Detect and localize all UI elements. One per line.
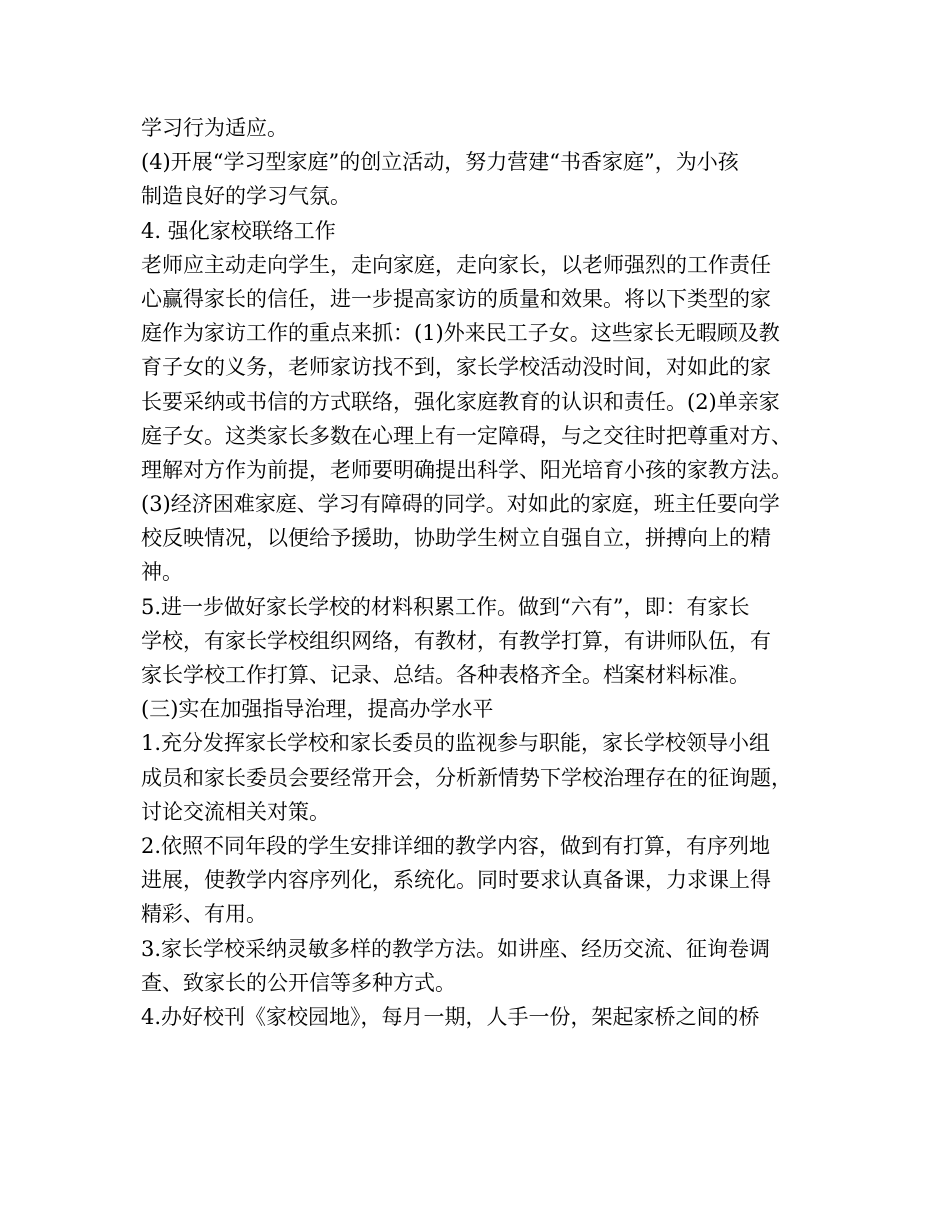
text-line: 进展，使教学内容序列化，系统化。同时要求认真备课，力求课上得: [141, 868, 771, 893]
text-line: 长要采纳或书信的方式联络，强化家庭教育的认识和责任。(2)单亲家: [141, 389, 780, 414]
text-line: 制造良好的学习气氛。: [141, 184, 351, 209]
text-line: 3.家长学校采纳灵敏多样的教学方法。如讲座、经历交流、征询卷调: [141, 936, 771, 961]
text-line: 学习行为适应。: [141, 116, 288, 140]
text-line: 1.充分发挥家长学校和家长委员的监视参与职能，家长学校领导小组: [141, 731, 771, 756]
text-line: 老师应主动走向学生，走向家庭，走向家长，以老师强烈的工作责任: [141, 252, 771, 277]
text-line: 神。: [141, 560, 183, 585]
text-line: 庭子女。这类家长多数在心理上有一定障碍，与之交往时把尊重对方、: [141, 423, 792, 448]
text-line: (3)经济困难家庭、学习有障碍的同学。对如此的家庭，班主任要向学: [141, 492, 780, 517]
text-line: 精彩、有用。: [141, 902, 267, 927]
text-line: (4)开展“学习型家庭”的创立活动，努力营建“书香家庭”，为小孩: [141, 150, 739, 175]
section-heading: 4. 强化家校联络工作: [141, 218, 336, 243]
text-line: 校反映情况，以便给予援助，协助学生树立自强自立，拼搏向上的精: [141, 526, 771, 551]
text-line: 心赢得家长的信任，进一步提高家访的质量和效果。将以下类型的家: [141, 286, 771, 311]
text-line: 讨论交流相关对策。: [141, 799, 330, 824]
text-line: 成员和家长委员会要经常开会，分析新情势下学校治理存在的征询题，: [141, 765, 792, 790]
text-line: 育子女的义务，老师家访找不到，家长学校活动没时间，对如此的家: [141, 355, 771, 380]
text-line: 庭作为家访工作的重点来抓：(1)外来民工子女。这些家长无暇顾及教: [141, 321, 780, 346]
text-line: 查、致家长的公开信等多种方式。: [141, 970, 456, 995]
text-line: 2.依照不同年段的学生安排详细的教学内容，做到有打算，有序列地: [141, 833, 771, 858]
text-line: 4.办好校刊《家校园地》，每月一期，人手一份，架起家桥之间的桥: [141, 1004, 760, 1029]
text-line: 5.进一步做好家长学校的材料积累工作。做到“六有”，即：有家长: [141, 594, 750, 619]
text-line: 理解对方作为前提，老师要明确提出科学、阳光培育小孩的家教方法。: [141, 457, 792, 482]
text-line: 家长学校工作打算、记录、总结。各种表格齐全。档案材料标准。: [141, 663, 750, 687]
document-body: [141, 111, 841, 1034]
section-heading: (三)实在加强指导治理，提高办学水平: [141, 697, 494, 722]
text-line: 学校，有家长学校组织网络，有教材，有教学打算，有讲师队伍，有: [141, 628, 771, 653]
